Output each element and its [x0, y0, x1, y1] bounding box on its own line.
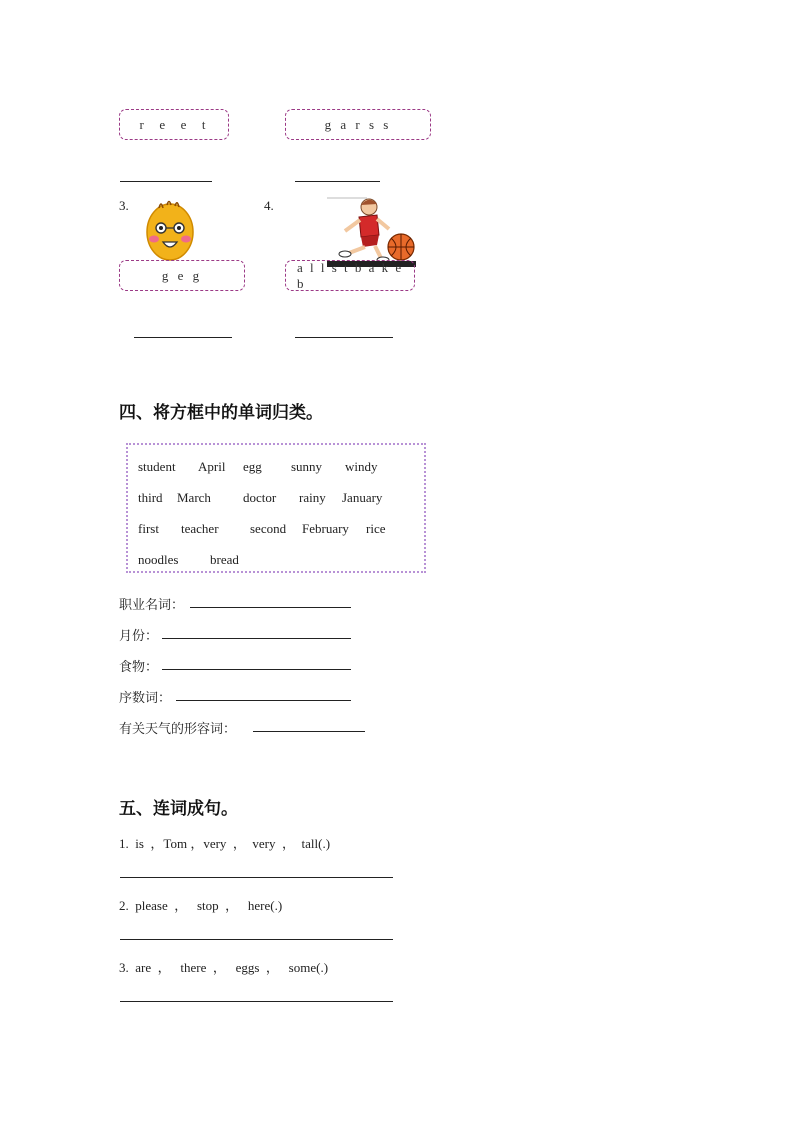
word-item: egg — [243, 459, 262, 474]
word-item: rice — [366, 521, 386, 536]
word-item: doctor — [243, 490, 277, 505]
category-label-food: 食物： — [119, 660, 159, 675]
item-number-3: 3. — [119, 198, 129, 213]
question-1: 1. is ，Tom ，very ， very ， tall(.) — [119, 836, 331, 851]
egg-character-icon — [141, 198, 199, 262]
category-label-ordinal: 序数词： — [119, 691, 172, 706]
word-item: first — [138, 521, 159, 536]
section-4-heading: 四、将方框中的单词归类。 — [119, 403, 323, 423]
answer-line-4[interactable] — [295, 337, 393, 338]
answer-line-1[interactable] — [120, 181, 212, 182]
category-answer-line[interactable] — [176, 700, 351, 701]
section-5-heading: 五、连词成句。 — [119, 799, 238, 819]
word-item: March — [177, 490, 211, 505]
sentence-answer-line-1[interactable] — [120, 877, 393, 878]
word-item: third — [138, 490, 163, 505]
question-3: 3. are ， there ， eggs ， some(.) — [119, 960, 329, 975]
letters-box-2 — [285, 109, 431, 140]
category-answer-line[interactable] — [162, 669, 351, 670]
letters-box-4 — [285, 260, 415, 291]
word-item: April — [198, 459, 226, 474]
letters-text-3: g e g — [161, 267, 203, 283]
word-item: January — [342, 490, 383, 505]
word-item: noodles — [138, 552, 179, 567]
category-label-occupation: 职业名词： — [119, 598, 185, 613]
category-answer-line[interactable] — [162, 638, 351, 639]
word-item: rainy — [299, 490, 326, 505]
letters-text-4: a l l s t b a k e b — [297, 259, 404, 291]
category-answer-line[interactable] — [190, 607, 351, 608]
category-answer-line[interactable] — [253, 731, 365, 732]
word-item: teacher — [181, 521, 219, 536]
word-item: bread — [210, 552, 239, 567]
word-item: February — [302, 521, 349, 536]
basketball-player-icon — [327, 195, 416, 267]
letters-box-3 — [119, 260, 245, 291]
sentence-answer-line-2[interactable] — [120, 939, 393, 940]
word-item: windy — [345, 459, 378, 474]
question-2: 2. please ， stop ， here(.) — [119, 898, 283, 913]
answer-line-3[interactable] — [134, 337, 232, 338]
word-item: student — [138, 459, 176, 474]
word-item: sunny — [291, 459, 323, 474]
sentence-answer-line-3[interactable] — [120, 1001, 393, 1002]
letters-text-2: g a r s s — [324, 116, 392, 132]
category-label-weather: 有关天气的形容词： — [119, 722, 237, 737]
letters-box-1 — [119, 109, 229, 140]
word-item: second — [250, 521, 287, 536]
category-label-month: 月份： — [119, 629, 159, 644]
answer-line-2[interactable] — [295, 181, 380, 182]
item-number-4: 4. — [264, 198, 274, 213]
letters-text-1: r e e t — [139, 116, 209, 132]
